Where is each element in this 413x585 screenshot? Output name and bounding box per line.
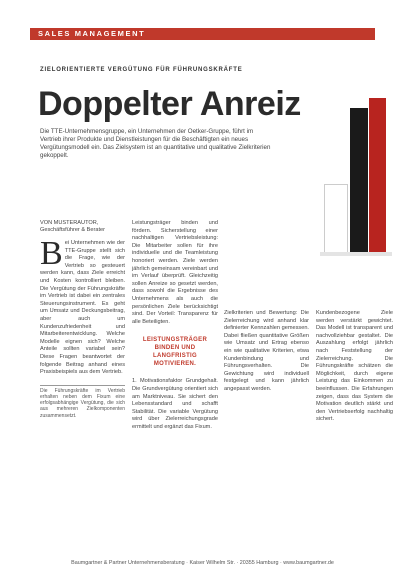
column-2 (132, 220, 218, 431)
byline: VON MUSTERAUTOR, Geschäftsführer & Berater (40, 220, 105, 233)
section-header-bar (30, 28, 375, 40)
page-footer: Baumgartner & Partner Unternehmensberatung · Kaiser Wilhelm Str. · 20355 Hamburg · www.baumgartner.de (71, 560, 334, 566)
red-bar (369, 98, 386, 255)
column-1 (40, 235, 125, 419)
white-bar (324, 184, 348, 255)
column-3 (224, 310, 309, 394)
article-title: Doppelter Anreiz (38, 85, 301, 123)
footnote: Die Führungskräfte im Vertrieb erhalten neben dem Fixum eine erfolgsabhängige Vergütung, die sich aus mehreren Zielkomponenten zusammensetzt. (40, 385, 125, 419)
article-kicker: ZIELORIENTIERTE VERGÜTUNG FÜR FÜHRUNGSKRÄFTE (40, 67, 243, 73)
column-3-text: Zielkriterien und Bewertung: Die Zielerreichung wird anhand klar definierter Kennzahlen gemessen. Dabei fließen quantitative Größen wie Umsatz und Ertrag ebenso ein wie qualitative Kriterien, etwa Kundenbindung und Führungsverhalten. Die Gewichtung wird individuell festgelegt und kann jährlich angepasst werden. (224, 310, 309, 392)
column-4 (316, 310, 393, 424)
drop-cap: B (40, 235, 63, 272)
column-2-text: Leistungsträger binden und fördern. Sicherstellung einer nachhaltigen Vertriebsleistung: Die Mitarbeiter sollen für ihre individuelle und die Teamleistung honoriert werden. Ziele werden jährlich gemeinsam vereinbart und im Verlauf überprüft. Gleichzeitig sollen Anreize so gesetzt werden, dass sowohl die Ergebnisse des Unternehmens als auch die persönlichen Ziele berücksichtigt sind. Der Vorteil: Transparenz für alle Beteiligten. (132, 220, 218, 325)
column-1-text: ei Unternehmen wie der TTE-Gruppe stellt sich die Frage, wie der Vertrieb so gesteuert werden kann, dass Ziele erreicht und Kosten kontrolliert bleiben. Die Vergütung der Führungskräfte im Vertrieb ist dabei ein zentrales Steuerungsinstrument. Es geht um Umsatz und Deckungsbeitrag, aber auch um Kundenzufriedenheit und Mitarbeiterentwicklung. Welche Modelle eignen sich? Welche Anteile sollten variabel sein? Diese Fragen beantwortet der folgende Beitrag anhand eines Praxisbeispiels aus dem Vertrieb. (40, 240, 125, 376)
section-label: SALES MANAGEMENT (38, 29, 146, 38)
article-lede: Die TTE-Unternehmensgruppe, ein Unternehmen der Oetker-Gruppe, führt im Vertrieb ihrer Produkte und Dienstleistungen für die Beschäftigten ein neues Vergütungsmodell ein. Das Zielsystem ist an quantitative und qualitative Zielkriterien gekoppelt. (40, 128, 271, 159)
figure-floor (320, 252, 392, 256)
pull-quote: LEISTUNGSTRÄGER BINDEN UND LANGFRISTIG MOTIVIEREN. (142, 337, 208, 368)
bar-sculpture-figure (320, 96, 392, 258)
column-2-text-b: 1. Motivationsfaktor Grundgehalt. Die Grundvergütung orientiert sich am Marktniveau. Sie sichert den Lebensstandard und schafft Stabilität. Die variable Vergütung wird über Zielerreichungsgrade ermittelt und ergänzt das Fixum. (132, 378, 218, 430)
column-4-text: Kundenbezogene Ziele werden verstärkt gewichtet. Das Modell ist transparent und nachvollziehbar gestaltet. Die Auszahlung erfolgt jährlich nach Feststellung der Zielerreichung. Die Führungskräfte schätzen die Möglichkeit, durch eigene Leistung das Einkommen zu beeinflussen. Die Erfahrungen zeigen, dass das System die Motivation deutlich stärkt und den Vertriebserfolg nachhaltig sichert. (316, 310, 393, 423)
black-bar (350, 108, 368, 255)
